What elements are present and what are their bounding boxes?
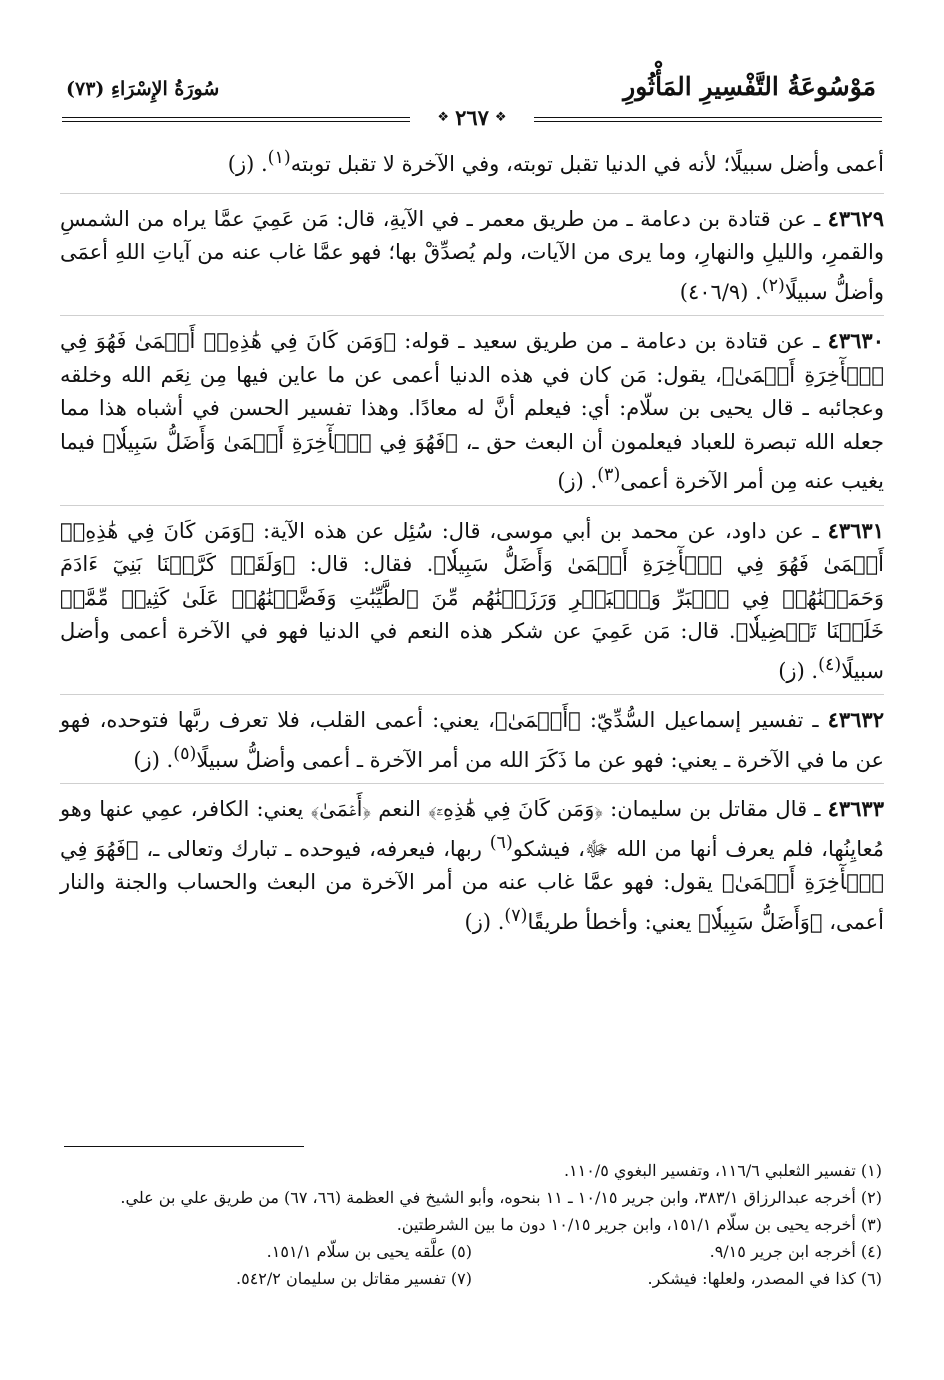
paragraph-tail: ربها، فيعرفه، فيوحده ـ تبارك وتعالى ـ، ﴿فَهُوَ فِي ٱلۡأٓخِرَةِ أَعۡمَىٰ﴾ يقول: فهو عمَّا غاب عنه من أمر الآخرة من البعث والحساب والجنة والنار أعمى، ﴿وَأَضَلُّ سَبِيلٗا﴾ يعني: وأخطأ طريقًا — [60, 836, 884, 934]
footnote-rule — [64, 1146, 304, 1147]
book-title: مَوْسُوعَةُ التَّفْسِيرِ المَأْثُورِ — [623, 72, 876, 101]
narration-43632 — [60, 703, 884, 777]
footnote-ref: (٥) — [173, 743, 197, 764]
narration-number: ٤٣٦٣٠ — [827, 328, 884, 353]
footnote: (٢) أخرجه عبدالرزاق ٣٨٣/١، وابن جرير ١٠/١٥ ـ ١١ بنحوه، وأبو الشيخ في العظمة (٦٦، ٦٧) من طريق علي بن علي. — [120, 1188, 882, 1207]
paragraph-text: أعمى وأضل سبيلًا؛ لأنه في الدنيا تقبل توبته، وفي الآخرة لا تقبل توبته — [290, 152, 884, 176]
volume-page-code: (٤٠٦/٩) — [679, 279, 749, 304]
paragraph-divider — [60, 193, 884, 194]
narration-43633 — [60, 792, 884, 939]
narration-number: ٤٣٦٣١ — [827, 517, 884, 543]
paragraph-tail: . (ز) — [227, 152, 268, 176]
narration-43630 — [60, 324, 884, 499]
paragraph-text: ـ عن داود، عن محمد بن أبي موسى، قال: سُئِل عن هذه الآية: ﴿وَمَن كَانَ فِي هَٰذِهِۦٓ أَعۡمَىٰ فَهُوَ فِي ٱلۡأٓخِرَةِ أَعۡمَىٰ وَأَضَلُّ سَبِيلٗا﴾. فقال: قال: ﴿وَلَقَدۡ كَرَّمۡنَا بَنِيٓ ءَادَمَ وَحَمَلۡنَٰهُمۡ فِي ٱلۡبَرِّ وَٱلۡبَحۡرِ وَرَزَقۡنَٰهُم مِّنَ ٱلطَّيِّبَٰتِ وَفَضَّلۡنَٰهُمۡ عَلَىٰ كَثِيرٖ مِّمَّنۡ خَلَقۡنَا تَفۡضِيلٗا﴾. قال: مَن عَمِيَ عن شكر هذه النعم في الدنيا فهو في الآخرة أعمى وأضل سبيلًا — [60, 518, 884, 683]
page-number-box — [410, 104, 534, 130]
paragraph-divider — [60, 315, 884, 316]
narration-number: ٤٣٦٢٩ — [827, 205, 884, 231]
narration-43629 — [60, 202, 884, 310]
footnote-row — [62, 1238, 882, 1265]
footnote-ref: (٢) — [761, 275, 785, 296]
paragraph-text: ـ قال مقاتل بن سليمان: ﴿وَمَن كَانَ فِي هَٰذِهِۦٓ﴾ النعم ﴿أَعۡمَىٰ﴾ يعني: الكافر، عمِي عنها وهو مُعايِنُها، فلم يعرف أنها من الله ﷻ، فيشكو — [60, 797, 884, 861]
narration-number: ٤٣٦٣٣ — [827, 796, 884, 821]
footnote: (١) تفسير الثعلبي ١١٦/٦، وتفسير البغوي ١١٠/٥. — [563, 1161, 882, 1180]
paragraph-divider — [60, 783, 884, 784]
paragraph-divider — [60, 694, 884, 695]
surah-header — [66, 78, 219, 100]
surah-verse: (٧٣) — [66, 78, 105, 100]
paragraph-tail: . (ز) — [557, 469, 598, 493]
footnote-ref: (٧) — [504, 905, 528, 926]
footnotes — [62, 1157, 882, 1292]
footnote-ref: (٤) — [818, 654, 842, 675]
paragraph-text: ـ عن قتادة بن دعامة ـ من طريق معمر ـ في الآيةِ، قال: مَن عَمِيَ عمَّا يراه من الشمسِ والقمرِ، والليلِ والنهارِ، وما يرى من الآيات، ولم يُصدِّقْ بها؛ فهو عمَّا غاب عنه من آياتِ اللهِ أعمَى وأضلُّ سبيلًا — [60, 206, 884, 304]
ornament-icon: ❖ — [494, 109, 507, 125]
footnote: (٦) كذا في المصدر، ولعلها: فيشكر. — [647, 1269, 882, 1288]
paragraph-divider — [60, 505, 884, 506]
narration-number: ٤٣٦٣٢ — [827, 707, 884, 732]
footnote-ref: (١) — [267, 148, 291, 168]
paragraph-tail: . (ز) — [133, 747, 174, 772]
footnote: (٧) تفسير مقاتل بن سليمان ٥٤٢/٢. — [236, 1269, 472, 1288]
ornament-icon: ❖ — [437, 109, 450, 125]
main-text — [60, 142, 884, 939]
paragraph-tail: . (ز) — [464, 909, 505, 934]
footnote-row — [62, 1265, 882, 1292]
narration-43631 — [60, 514, 884, 689]
footnote-ref: (٣) — [597, 465, 621, 485]
paragraph-text: ـ عن قتادة بن دعامة ـ من طريق سعيد ـ قوله: ﴿وَمَن كَانَ فِي هَٰذِهِۦٓ أَعۡمَىٰ فَهُوَ فِي ٱلۡأٓخِرَةِ أَعۡمَىٰ﴾، يقول: مَن كان في هذه الدنيا أعمى عن ما عاين فيها مِن نِعَم الله وخلقه وعجائبه ـ قال يحيى بن سلّام: أي: فيعلم أنَّ له معادًا. وهذا تفسير الحسن في أشباه هذا مما جعله الله تبصرة للعباد فيعلمون أن البعث حق ـ، ﴿فَهُوَ فِي ٱلۡأٓخِرَةِ أَعۡمَىٰ وَأَضَلُّ سَبِيلٗا﴾ فيما يغيب عنه مِن أمر الآخرة أعمى — [60, 329, 884, 493]
paragraph-continuation — [60, 142, 884, 182]
page-number: ٢٦٧ — [455, 104, 489, 130]
paragraph-tail: . — [748, 279, 762, 304]
footnote: (٥) علَّقه يحيى بن سلّام ١٥١/١. — [266, 1242, 472, 1261]
footnote: (٤) أخرجه ابن جرير ٩/١٥. — [709, 1242, 882, 1261]
paragraph-tail: . (ز) — [778, 658, 819, 683]
paragraph-text: ـ تفسير إسماعيل السُّدِّيّ: ﴿أَعۡمَىٰ﴾، يعني: أعمى القلب، فلا تعرف ربَّها فتوحده، فهو عن ما في الآخرة ـ يعني: فهو عن ما ذَكَرَ الله من أمر الآخرة ـ أعمى وأضلُّ سبيلًا — [60, 708, 884, 772]
surah-label: سُورَةُ الإِسْرَاءِ — [111, 78, 220, 100]
footnote: (٣) أخرجه يحيى بن سلّام ١٥١/١، وابن جرير ١٠/١٥ دون ما بين الشرطتين. — [396, 1215, 882, 1234]
footnote-ref: (٦) — [489, 832, 513, 853]
